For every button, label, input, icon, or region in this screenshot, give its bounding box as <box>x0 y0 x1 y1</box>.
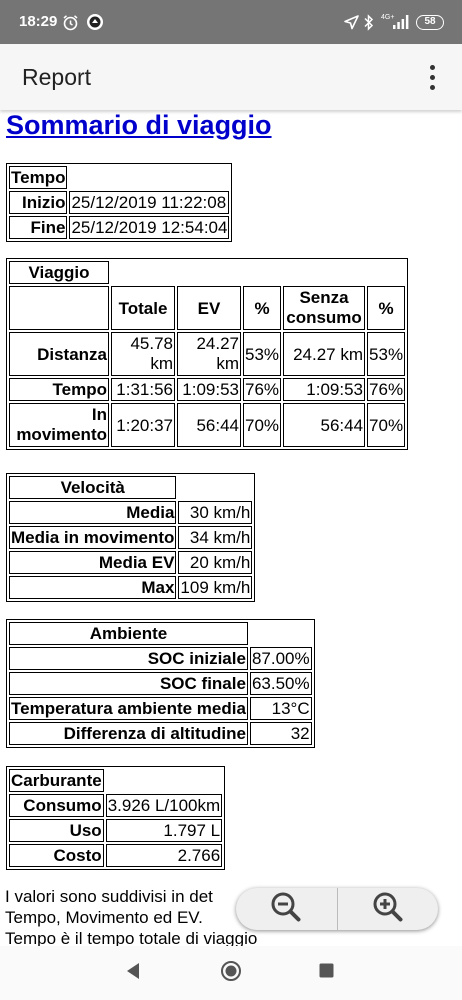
app-bar <box>0 44 462 110</box>
row-label: Media EV <box>9 551 176 574</box>
row-label: Media in movimento <box>11 528 175 547</box>
table-row <box>9 332 405 376</box>
table-row <box>9 697 312 720</box>
row-label: Uso <box>9 819 104 842</box>
recents-icon <box>319 963 334 983</box>
table-cell: 63.50% <box>251 674 310 693</box>
table-cell: 34 km/h <box>178 526 252 549</box>
tempo-label: Inizio <box>9 191 67 214</box>
row-label: Temperatura ambiente media <box>11 699 246 718</box>
status-time: 18:29 <box>19 13 58 30</box>
row-label: Consumo <box>9 794 104 817</box>
table-cell: 24.27 km <box>283 332 365 376</box>
ambiente-title: Ambiente <box>9 622 248 645</box>
tempo-title: Tempo <box>11 168 66 187</box>
table-row <box>9 576 252 599</box>
table-cell: 1:09:53 <box>177 378 241 401</box>
table-cell: 70% <box>243 403 281 447</box>
row-label: Differenza di altitudine <box>9 722 248 745</box>
table-row <box>9 794 222 817</box>
velocita-title: Velocità <box>9 476 176 499</box>
table-cell: 24.27 km <box>177 332 241 376</box>
col-header: % <box>243 286 281 330</box>
alarm-icon <box>61 12 79 32</box>
col-header: EV <box>177 286 241 330</box>
table-header-row <box>9 286 405 330</box>
row-label: In movimento <box>9 403 109 447</box>
table-cell: 87.00% <box>251 649 310 668</box>
tempo-value: 25/12/2019 12:54:04 <box>71 218 228 237</box>
table-cell: 76% <box>369 380 404 399</box>
velocita-table <box>6 473 255 602</box>
table-cell: 109 km/h <box>180 578 251 597</box>
zoom-in-icon <box>371 890 405 929</box>
status-bar <box>0 0 462 44</box>
table-cell: 30 km/h <box>178 501 252 524</box>
table-cell: 56:44 <box>177 403 241 447</box>
carburante-title: Carburante <box>11 771 102 790</box>
row-label: Costo <box>9 844 104 867</box>
home-button[interactable] <box>218 960 244 986</box>
zoom-out-button[interactable] <box>236 888 337 930</box>
system-nav-bar <box>0 946 462 1000</box>
row-label: Tempo <box>9 378 109 401</box>
back-icon <box>125 962 141 985</box>
table-cell: 53% <box>243 332 281 376</box>
row-label: SOC iniziale <box>9 647 248 670</box>
row-label: Distanza <box>9 332 109 376</box>
zoom-in-button[interactable] <box>338 888 439 930</box>
ambiente-table <box>6 619 315 748</box>
carburante-table <box>6 766 225 870</box>
report-heading[interactable]: Sommario di viaggio <box>6 110 272 140</box>
app-title: Report <box>22 64 92 90</box>
zoom-controls <box>236 888 438 930</box>
zoom-out-icon <box>269 890 303 929</box>
table-row <box>9 551 252 574</box>
tempo-value: 25/12/2019 11:22:08 <box>69 191 229 214</box>
col-header: Totale <box>111 286 175 330</box>
table-cell: 2.766 <box>106 844 222 867</box>
col-header: % <box>367 286 405 330</box>
table-row <box>9 501 252 524</box>
table-row <box>9 191 229 214</box>
col-header: Senza consumo <box>283 286 365 330</box>
table-cell: 20 km/h <box>178 551 252 574</box>
table-row <box>9 672 312 695</box>
row-label: SOC finale <box>9 672 248 695</box>
report-content[interactable] <box>0 110 462 946</box>
recents-button[interactable] <box>313 960 339 986</box>
table-row <box>9 526 252 549</box>
table-row <box>9 216 229 239</box>
viaggio-table <box>6 258 408 450</box>
navigation-icon <box>343 12 359 32</box>
network-type: 4G+ <box>381 14 395 21</box>
table-cell: 45.78 km <box>111 332 175 376</box>
tempo-label: Fine <box>9 216 67 239</box>
table-row <box>9 647 312 670</box>
table-row <box>9 844 222 867</box>
home-icon <box>220 960 242 987</box>
table-row <box>9 819 222 842</box>
table-cell: 56:44 <box>283 403 365 447</box>
table-cell: 1:31:56 <box>111 378 175 401</box>
row-label: Media <box>9 501 176 524</box>
table-cell: 1:20:37 <box>111 403 175 447</box>
app-notification-icon <box>85 12 104 32</box>
table-cell: 1:09:53 <box>283 378 365 401</box>
bluetooth-icon <box>362 12 374 32</box>
more-vert-icon[interactable] <box>420 62 444 92</box>
table-row <box>9 378 405 401</box>
battery-icon: 58 <box>416 15 444 30</box>
row-label: Max <box>9 576 176 599</box>
table-cell: 32 <box>250 722 312 745</box>
note-line: I valori sono suddivisi in det <box>5 887 213 906</box>
table-row <box>9 722 312 745</box>
table-cell: 53% <box>367 332 405 376</box>
back-button[interactable] <box>120 960 146 986</box>
viaggio-title: Viaggio <box>9 261 109 284</box>
signal-icon <box>393 12 409 32</box>
table-cell: 1.797 L <box>106 819 222 842</box>
table-cell: 3.926 L/100km <box>107 796 221 815</box>
note-line: Tempo è il tempo totale di viaggio <box>5 929 258 946</box>
tempo-table <box>6 163 232 242</box>
table-cell: 76% <box>245 380 280 399</box>
note-line: Tempo, Movimento ed EV. <box>5 908 203 927</box>
table-cell: 13°C <box>250 697 312 720</box>
table-row <box>9 403 405 447</box>
table-cell: 70% <box>367 403 405 447</box>
